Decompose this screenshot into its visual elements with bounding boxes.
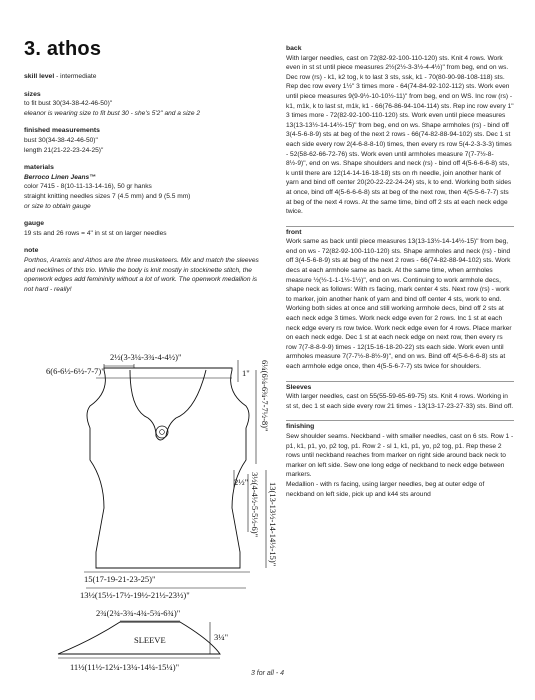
- back-heading: back: [286, 45, 302, 52]
- finished-measurements-heading: finished measurements: [24, 127, 100, 135]
- sleeves-heading: Sleeves: [286, 383, 312, 391]
- sleeve-label: SLEEVE: [134, 635, 166, 645]
- note-section: [24, 246, 264, 294]
- gauge-section: [24, 219, 264, 238]
- hem-width-label: 13½(15½-17½-19½-21½-23½)": [80, 590, 190, 600]
- armhole-depth-label: 6¼(6¼-6¾-7-7½-8)": [260, 360, 270, 432]
- front-text: Work same as back until piece measures 13(13-13½-14-14½-15)" from beg, end on ws - 72(82-92-100-110-120) sts. Shape armholes and neck (rs) - bind off 3(4-5-6-8-9) sts at beg of the next 2 rows - 66(74-82-88-94-102) sts. Work decs at each armhole same as back. At the same time, when armholes measure ½(½-1-1-1½-1½)", end on ws. Continuing to work armhole decs, shape neck as follows: With rs facing, mark center 4 sts. Next row (rs) - work to marker, join another hank of yarn and bind off center 4 sts, work to end. Working both sides at once and still working armhole decs, bind off 2 sts at each neck edge 3 times. Work neck edge even for 2 rows. Inc 1 st at each neck edge every rs row twice. Work neck edge even for 4 rows. Place marker on each neck edge. Dec 1 st at each neck edge on next row, then every rs row 7(7-8-8-9-9) times - 12(15-16-18-20-22) sts each side. Work even until armholes measure 7(7-7½-8-8½-9)", end on ws. Bind off 4(5-6-6-6-8) sts at each armhole edge once, then 4(5-5-6-7-7) sts twice for shoulders.: [286, 238, 512, 370]
- yarn-color: color 7415 - 8(10-11-13-14-16), 50 gr hanks: [24, 183, 152, 191]
- front-heading: front: [286, 228, 302, 236]
- gauge-note: or size to obtain gauge: [24, 202, 91, 210]
- sleeve-top-label: 2¾(2¾-3¾-4¾-5¾-6¾)": [96, 608, 181, 618]
- bust-width-label: 15(17-19-21-23-25)": [84, 574, 156, 584]
- finishing-heading: finishing: [286, 423, 315, 431]
- sleeve-bottom-label: 11½(11½-12¼-13¼-14¼-15¼)": [70, 662, 180, 672]
- right-column: [286, 44, 514, 508]
- pattern-title: 3. athos: [24, 38, 102, 60]
- divider: [286, 420, 514, 421]
- gauge-heading: gauge: [24, 220, 45, 228]
- body-small-label: 3½(4-4½-5-5½-6)": [250, 472, 260, 538]
- sleeve-height-label: 3¼": [214, 632, 229, 642]
- finished-measurements-section: [24, 126, 264, 155]
- skill-level: skill level - intermediate: [24, 73, 97, 80]
- back-text: With larger needles, cast on 72(82-92-100-110-120) sts. Knit 4 rows. Work even in st st until piece measures 2½(2½-3-3½-4-4½)" from beg, end on ws. Dec row (rs) - k1, k2 tog, k to last 3 sts, ssk, k1 - 70(80-90-98-108-118) sts. Rep dec row every 1½" 3 times more - 64(74-84-92-102-112) sts. Work even until piece measures 9(9-9½-10-10½-11)" from beg, end on WS. Inc row (rs) - k1, m1k, k to last st, m1k, k1 - 66(76-86-94-104-114) sts. Rep inc row every 1" 3 times more - 72(82-92-100-110-120) sts. Work even until piece measures 13(13-13½-14-14½-15)" from beg, end on ws. Shape armholes (rs) - bind off 3(4-5-6-8-9) sts at beg of the next 2 rows - 66(74-82-88-94-102) sts. Dec 1 st each side every row 2(4-6-8-8-10) times, then every rs row 5(4-2-3-3-3) times - 52(58-62-66-72-76) sts. Work even until armholes measure 7(7-7½-8-8½-9)", end on ws. Shape shoulders and neck (rs) - bind off 4(5-6-6-6-8) sts, k until there are 12(14-14-16-18-18) sts on rh needle, join another hank of yarn and bind off center 20(20-22-22-24-24) sts, k to end. Working both sides at once, bind off 4(5-6-6-6-8) sts at beg of the next row, then 4(5-5-6-7-7) sts at beg of the next 4 rows. At the same time, bind off 2 sts at each neck edge twice.: [286, 54, 514, 216]
- shoulder-slope-label: 2½": [234, 477, 249, 487]
- sizes-note: eleanor is wearing size to fit bust 30 - she's 5'2" and a size 2: [24, 109, 201, 117]
- page-footer: 3 for all - 4: [250, 670, 285, 677]
- neck-width-label: 6(6-6½-6½-7-7)": [46, 366, 105, 376]
- sizes-line: to fit bust 30(34-38-42-46-50)": [24, 100, 113, 108]
- front-section: [286, 228, 514, 372]
- side-length-label: 13(13-13½-14-14½-15)": [268, 482, 278, 567]
- schematic-diagram: [0, 340, 280, 665]
- yarn-name: Berroco Linen Jeans™: [24, 173, 96, 181]
- left-column: [24, 72, 264, 302]
- skill-level-value: intermediate: [60, 73, 97, 80]
- sleeves-section: [286, 383, 514, 412]
- divider: [286, 226, 514, 227]
- sleeves-text: With larger needles, cast on 55(55-59-65-69-75) sts. Knit 4 rows. Working in st st, dec 1 st each side every row 21 times - 13(13-17-23-27-33) sts. Bind off.: [286, 393, 514, 410]
- needle-sizes: straight knitting needles sizes 7 (4.5 mm) and 9 (5.5 mm): [24, 192, 191, 200]
- finishing-text: Sew shoulder seams. Neckband - with smaller needles, cast on 6 sts. Row 1 - p1, k1, p1, yo, p2 tog, p1. Row 2 - sl 1, k1, p1, yo, p2 tog, p1. Rep these 2 rows until neckband reaches from marker on right side around back neck to marker on left side. Sew one long edge of neckband to neck edge between markers.: [286, 432, 514, 479]
- neck-depth-label: 1": [242, 368, 250, 378]
- gauge-text: 19 sts and 26 rows = 4" in st st on larger needles: [24, 229, 167, 237]
- medallion-text: Medallion - with rs facing, using larger needles, beg at outer edge of neckband on left side, pick up and k44 sts around: [286, 480, 485, 498]
- back-section: [286, 44, 514, 217]
- divider: [286, 381, 514, 382]
- medallion: [156, 426, 168, 438]
- note-heading: note: [24, 247, 39, 255]
- materials-heading: materials: [24, 164, 54, 172]
- note-text: Porthos, Aramis and Athos are the three musketeers. Mix and match the sleeves and necklines of this trio. While the body is knit mostly in stockinette stitch, the openwork edges add femininity without a lot of work. The openwork medallion is not hard - really!: [24, 256, 259, 293]
- length-measurement: length 21(21-22-23-24-25)": [24, 146, 104, 154]
- finishing-section: [286, 422, 514, 499]
- materials-section: [24, 163, 264, 211]
- body-outline: [87, 368, 249, 568]
- neckline: [130, 370, 206, 440]
- sizes-heading: sizes: [24, 90, 41, 98]
- top-width-label: 2½(3-3¼-3¾-4-4½)": [110, 352, 182, 362]
- skill-level-heading: skill level: [24, 73, 55, 80]
- bust-measurement: bust 30(34-38-42-46-50)": [24, 136, 98, 144]
- sizes-section: [24, 90, 264, 119]
